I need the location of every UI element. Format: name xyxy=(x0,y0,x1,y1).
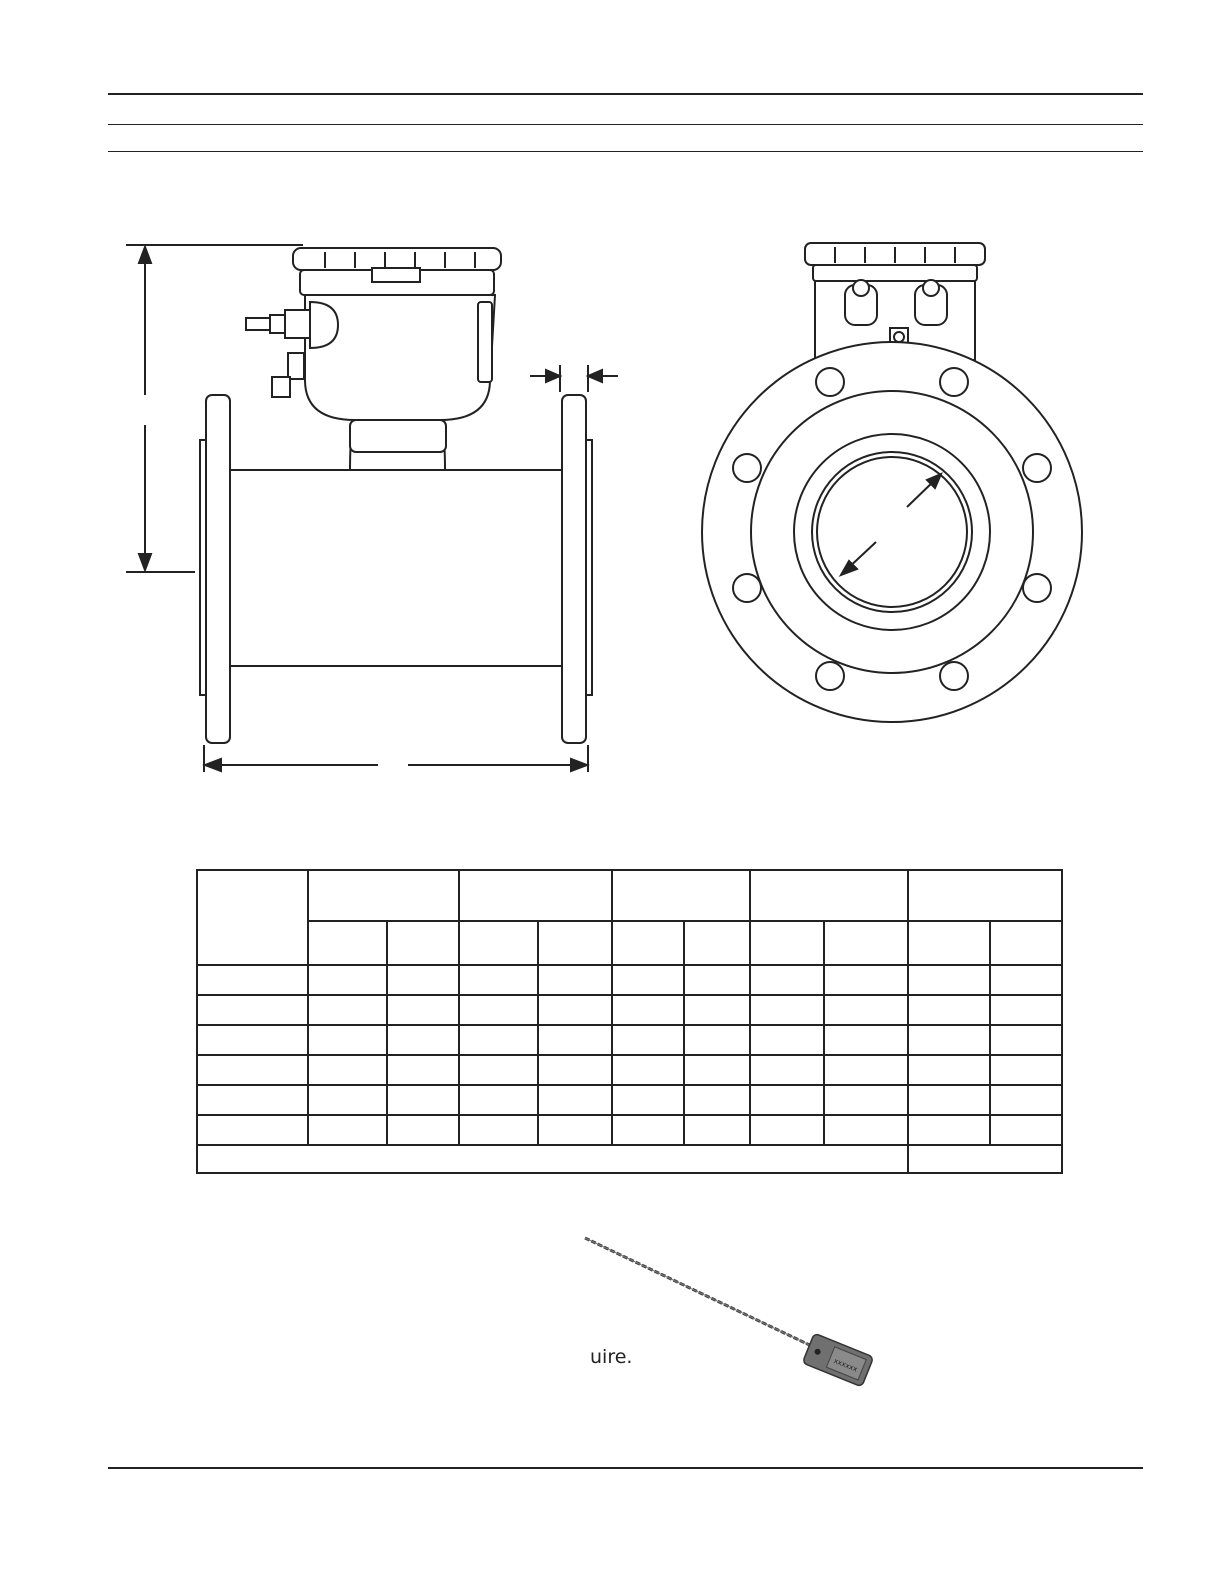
table-subheader-cell xyxy=(824,921,908,965)
table-subheader-cell xyxy=(308,921,387,965)
table-subheader-cell xyxy=(908,921,990,965)
table-cell xyxy=(824,1055,908,1085)
table-cell xyxy=(612,995,684,1025)
table-subheader-cell xyxy=(990,921,1062,965)
table-cell xyxy=(908,965,990,995)
seal-tag-label: xxxxxx xyxy=(832,1356,859,1374)
table-cell xyxy=(612,1055,684,1085)
table-subheader-cell xyxy=(750,921,824,965)
table-cell xyxy=(824,995,908,1025)
table-cell xyxy=(824,1025,908,1055)
table-cell xyxy=(197,1085,308,1115)
table-footer-cell xyxy=(197,1145,908,1173)
table-cell xyxy=(197,995,308,1025)
table-cell xyxy=(538,995,612,1025)
table-cell xyxy=(387,1085,459,1115)
table-cell xyxy=(308,1115,387,1145)
header-rule-top xyxy=(108,93,1143,95)
table-cell xyxy=(824,1085,908,1115)
table-cell xyxy=(750,965,824,995)
table-cell xyxy=(612,1115,684,1145)
table-cell xyxy=(538,1025,612,1055)
table-cell xyxy=(990,1115,1062,1145)
table-header-cell xyxy=(308,870,459,921)
table-cell xyxy=(459,995,538,1025)
table-cell xyxy=(908,1025,990,1055)
table-cell xyxy=(538,1055,612,1085)
note-text-fragment: uire. xyxy=(590,1346,633,1368)
table-cell xyxy=(308,1085,387,1115)
table-subheader-row xyxy=(197,921,1062,965)
table-cell xyxy=(459,1085,538,1115)
table-cell xyxy=(197,1055,308,1085)
table-cell xyxy=(750,995,824,1025)
table-cell xyxy=(908,995,990,1025)
table-cell xyxy=(750,1085,824,1115)
table-cell xyxy=(197,1025,308,1055)
table-cell xyxy=(990,1055,1062,1085)
table-header-cell xyxy=(908,870,1062,921)
table-row xyxy=(197,1115,1062,1145)
table-cell xyxy=(308,1055,387,1085)
table-cell xyxy=(387,965,459,995)
table-cell xyxy=(684,1055,750,1085)
table-subheader-cell xyxy=(538,921,612,965)
table-cell xyxy=(459,1055,538,1085)
table-cell xyxy=(612,1025,684,1055)
table-subheader-cell xyxy=(612,921,684,965)
table-cell xyxy=(538,1085,612,1115)
table-cell xyxy=(387,1025,459,1055)
table-row xyxy=(197,1085,1062,1115)
table-subheader-cell xyxy=(684,921,750,965)
table-cell xyxy=(612,1085,684,1115)
table-cell xyxy=(684,965,750,995)
dimension-table xyxy=(196,869,1063,1174)
table-cell xyxy=(824,965,908,995)
footer-rule xyxy=(108,1467,1143,1469)
table-cell xyxy=(990,1025,1062,1055)
table-cell xyxy=(197,1115,308,1145)
table-row xyxy=(197,1025,1062,1055)
seal-wire-tag-image xyxy=(580,1232,875,1392)
table-header-cell xyxy=(612,870,750,921)
table-cell xyxy=(750,1055,824,1085)
table-cell xyxy=(538,1115,612,1145)
table-cell xyxy=(990,995,1062,1025)
table-cell xyxy=(308,1025,387,1055)
table-cell xyxy=(908,1115,990,1145)
table-cell xyxy=(387,1055,459,1085)
table-subheader-cell xyxy=(459,921,538,965)
table-cell xyxy=(459,1115,538,1145)
header-rule-middle xyxy=(108,124,1143,125)
table-cell xyxy=(990,1085,1062,1115)
table-cell xyxy=(824,1115,908,1145)
table-header-cell xyxy=(197,870,308,965)
front-view-drawing xyxy=(695,225,1095,730)
table-cell xyxy=(612,965,684,995)
table-header-cell xyxy=(750,870,908,921)
table-cell xyxy=(684,995,750,1025)
table-cell xyxy=(908,1085,990,1115)
table-cell xyxy=(684,1115,750,1145)
table-cell xyxy=(990,965,1062,995)
table-cell xyxy=(197,965,308,995)
table-cell xyxy=(750,1115,824,1145)
table-cell xyxy=(308,965,387,995)
table-header-row xyxy=(197,870,1062,921)
table-cell xyxy=(459,1025,538,1055)
table-cell xyxy=(308,995,387,1025)
table-row xyxy=(197,1055,1062,1085)
table-footer-row xyxy=(197,1145,1062,1173)
header-rule-bottom xyxy=(108,151,1143,152)
table-cell xyxy=(387,995,459,1025)
table-body xyxy=(197,965,1062,1145)
table-cell xyxy=(684,1025,750,1055)
table-header-cell xyxy=(459,870,612,921)
table-cell xyxy=(459,965,538,995)
table-cell xyxy=(908,1055,990,1085)
side-view-drawing xyxy=(110,230,640,790)
table-cell xyxy=(684,1085,750,1115)
table-cell xyxy=(387,1115,459,1145)
table-row xyxy=(197,995,1062,1025)
table-cell xyxy=(538,965,612,995)
table-footer-cell xyxy=(908,1145,1062,1173)
table-cell xyxy=(750,1025,824,1055)
table-subheader-cell xyxy=(387,921,459,965)
table-row xyxy=(197,965,1062,995)
